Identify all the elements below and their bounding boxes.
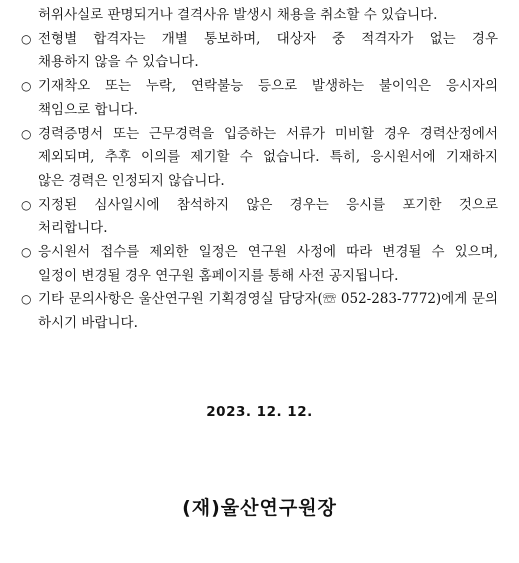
notice-line: 처리합니다. [38,220,108,237]
notice-item-result-notification [20,28,498,75]
issuer-signature: (재)울산연구원장 [182,497,337,519]
notice-item-contact-inquiry [20,288,498,335]
notice-line: 책임으로 합니다. [38,101,138,118]
notice-item-applicant-responsibility [20,75,498,122]
notice-list [20,4,498,336]
circle-bullet-icon: ○ [21,126,32,141]
circle-bullet-icon: ○ [21,197,32,212]
notice-item-absence-policy [20,194,498,241]
notice-line: 채용하지 않을 수 있습니다. [38,54,199,71]
announcement-date: 2023. 12. 12. [206,404,313,420]
notice-line: 응시원서 접수를 제외한 일정은 연구원 사정에 따라 변경될 수 있으며, [38,244,498,261]
notice-item-career-certificate [20,123,498,194]
notice-line: 제외되며, 추후 이의를 제기할 수 없습니다. 특히, 응시원서에 기재하지 [38,149,498,166]
notice-continuation-line: 허위사실로 판명되거나 결격사유 발생시 채용을 취소할 수 있습니다. [38,7,438,23]
notice-line: 전형별 합격자는 개별 통보하며, 대상자 중 적격자가 없는 경우 [38,30,498,47]
notice-line: 기재착오 또는 누락, 연락불능 등으로 발생하는 불이익은 응시자의 [38,78,498,95]
circle-bullet-icon: ○ [21,79,32,94]
circle-bullet-icon: ○ [21,31,32,46]
notice-line: 하시기 바랍니다. [38,315,138,332]
notice-line: 일정이 변경될 경우 연구원 홈페이지를 통해 사전 공지됩니다. [38,267,399,284]
notice-line: 경력증명서 또는 근무경력을 입증하는 서류가 미비할 경우 경력산정에서 [38,125,498,142]
notice-item-schedule-change [20,241,498,288]
circle-bullet-icon: ○ [21,292,32,307]
circle-bullet-icon: ○ [21,245,32,260]
notice-line: 기타 문의사항은 울산연구원 기획경영실 담당자(☏ 052-283-7772)에게 문의 [38,291,498,308]
notice-line: 지정된 심사일시에 참석하지 않은 경우는 응시를 포기한 것으로 [38,196,498,213]
notice-line: 않은 경력은 인정되지 않습니다. [38,172,225,189]
